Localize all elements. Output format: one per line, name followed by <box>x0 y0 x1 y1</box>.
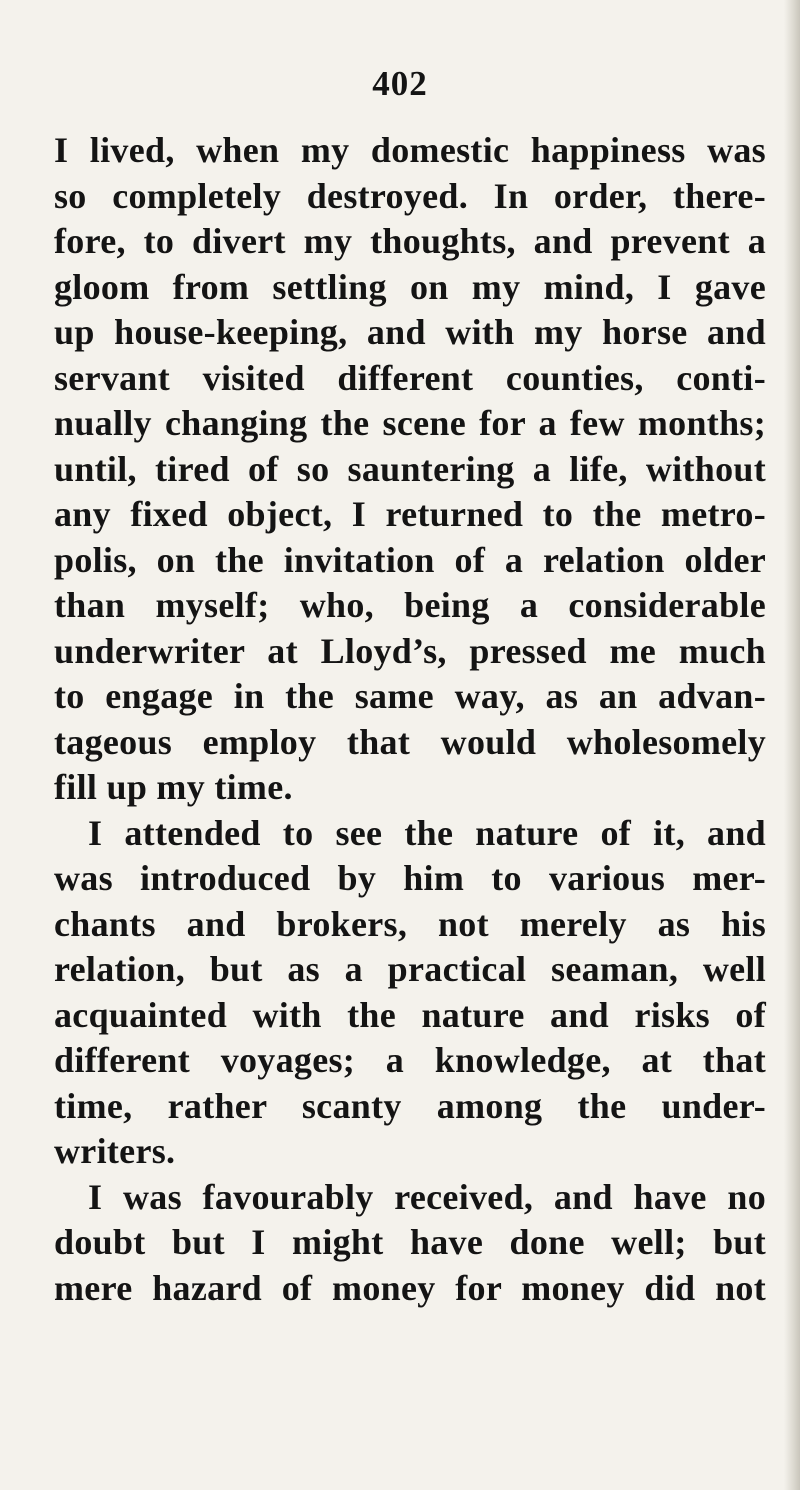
text-line: mere hazard of money for money did not <box>54 1267 766 1308</box>
text-line: up house-keeping, and with my horse and <box>54 312 766 352</box>
text-line: to engage in the same way, as an advan- <box>54 676 766 716</box>
text-line: tageous employ that would wholesomely <box>54 721 766 762</box>
text-line: doubt but I might have done well; but <box>54 1222 766 1262</box>
text-line: underwriter at Lloyd’s, pressed me much <box>54 630 766 671</box>
text-line: polis, on the invitation of a relation older <box>54 539 766 580</box>
text-line: any fixed object, I returned to the metro- <box>54 494 766 534</box>
text-line: nually changing the scene for a few months; <box>54 403 766 443</box>
text-line: I was favourably received, and have no <box>88 1176 766 1217</box>
body-text <box>54 128 766 1311</box>
text-line: fill up my time. <box>54 767 293 807</box>
text-line: so completely destroyed. In order, there- <box>54 175 766 216</box>
text-line: different voyages; a knowledge, at that <box>54 1040 766 1080</box>
text-line: than myself; who, being a considerable <box>54 585 766 625</box>
page-edge-shadow <box>784 0 800 1490</box>
text-line: chants and brokers, not merely as his <box>54 903 766 944</box>
text-line: gloom from settling on my mind, I gave <box>54 266 766 307</box>
text-line: servant visited different counties, conti- <box>54 357 766 398</box>
text-line: time, rather scanty among the under- <box>54 1085 766 1126</box>
text-line: relation, but as a practical seaman, well <box>54 949 766 989</box>
text-line: fore, to divert my thoughts, and prevent a <box>54 221 766 261</box>
text-line: I attended to see the nature of it, and <box>88 812 766 853</box>
text-line: writers. <box>54 1131 176 1171</box>
text-line: acquainted with the nature and risks of <box>54 994 766 1035</box>
text-line: was introduced by him to various mer- <box>54 858 766 898</box>
text-line: I lived, when my domestic happiness was <box>54 130 766 170</box>
text-line: until, tired of so sauntering a life, without <box>54 448 766 489</box>
page-number: 402 <box>372 64 428 103</box>
